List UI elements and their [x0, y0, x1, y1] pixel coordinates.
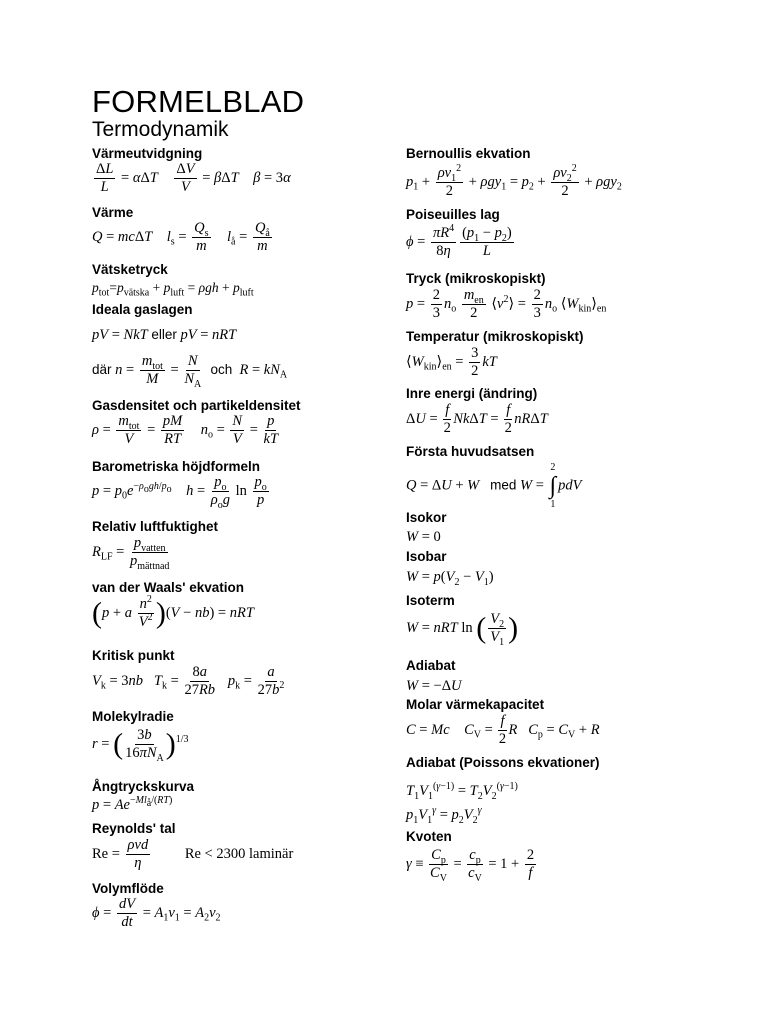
formula-poissons-1: $T_1V_1^{(\gamma-1)} = T_2V_2^{(\gamma-1)}$ — [406, 781, 518, 802]
heading-reynolds: Reynolds' tal — [92, 821, 176, 836]
heading-temperatur-mikroskopiskt: Temperatur (mikroskopiskt) — [406, 329, 584, 344]
formula-inre-energi: ΔU = $\frac{f}{2}$ NkΔT = $\frac{f}{2}$ nRΔT — [406, 402, 548, 436]
heading-varme: Värme — [92, 205, 134, 220]
heading-vatsketryck: Vätsketryck — [92, 262, 168, 277]
formula-poiseuilles: ϕ = $\frac{\pi R^4}{8\eta}$ $\frac{(p_1 - p_2)}{L}$ — [406, 223, 512, 259]
formula-angtryckskurva: $p = Ae^{-Ml_å/(RT)}$ — [92, 795, 173, 813]
heading-tryck-mikroskopiskt: Tryck (mikroskopiskt) — [406, 271, 546, 286]
text-eller: eller — [151, 327, 177, 342]
formula-ideala-gaslagen-2: där n = $\frac{m_{tot}}{M}$ = $\frac{N}{N_A}$ och $R = kN_A$ — [92, 353, 288, 390]
formula-volymflode: ϕ = $\frac{dV}{dt}$ = $A_1v_1 = A_2v_2$ — [92, 896, 221, 930]
formula-van-der-waals: (p + a $\frac{n^2}{V^2}$ )(V − nb) = nRT — [92, 594, 254, 630]
heading-varmeutvidgning: Värmeutvidgning — [92, 146, 203, 161]
heading-isoterm: Isoterm — [406, 593, 455, 608]
formula-varmeutvidgning: $\frac{\Delta L}{L}$ = αΔT $\frac{\Delta V}{V}$ = βΔT β = 3α — [96, 161, 291, 195]
heading-volymflode: Volymflöde — [92, 881, 164, 896]
heading-relativ-luftfuktighet: Relativ luftfuktighet — [92, 519, 219, 534]
heading-poissons: Adiabat (Poissons ekvationer) — [406, 755, 600, 770]
page-subtitle: Termodynamik — [92, 118, 229, 141]
formula-relativ-luftfuktighet: $R_{LF}$ = $\frac{p_{vatten}}{p_{mättnad}}$ — [92, 535, 170, 572]
formula-bernoullis: $p_1$ + $\frac{\rho v_1^2}{2}$ + $\rho gy_1 = p_2$ + $\frac{\rho v_2^2}{2}$ + ρgy$_2$ — [406, 163, 622, 199]
formula-reynolds: Re = $\frac{\text{ρvd}}{\eta}$ Re < 2300 laminär — [92, 837, 294, 871]
page-title: FORMELBLAD — [92, 84, 305, 119]
text-dar: där — [92, 361, 112, 377]
text-laminar: Re < 2300 laminär — [184, 845, 294, 862]
formula-isoterm: W = nRT ln ( $\frac{V_2}{V_1}$ ) — [406, 611, 519, 648]
formula-molekylradie: r = ( $\frac{3b}{16\pi N_A}$ )$^{1/3}$ — [92, 727, 189, 764]
formula-poissons-2: $p_1V_1^\gamma = p_2V_2^\gamma$ — [406, 805, 482, 826]
heading-ideala-gaslagen: Ideala gaslagen — [92, 302, 193, 317]
formula-isobar: $W = p(V_2 - V_1)$ — [406, 569, 494, 588]
heading-isobar: Isobar — [406, 549, 447, 564]
heading-inre-energi: Inre energi (ändring) — [406, 386, 538, 401]
heading-molekylradie: Molekylradie — [92, 709, 174, 724]
formula-temperatur-mikroskopiskt: $⟨W_{kin}⟩_{en}$ = $\frac{3}{2}$ kT — [406, 345, 497, 379]
formula-gasdensitet: ρ = $\frac{m_{tot}}{V}$ = $\frac{pM}{RT}$ $n_o$ = $\frac{N}{V}$ = $\frac{p}{kT}$ — [92, 413, 279, 447]
formula-varme: Q = mcΔT $l_s$ = $\frac{Q_s}{m}$ $l_å$ = $\frac{Q_å}{m}$ — [92, 220, 270, 254]
formula-barometriska: $p = p_0e^{-\rho_ogh/p_o}$ h = $\frac{p_o}{\rho_og}$ ln $\frac{p_o}{p}$ — [92, 474, 267, 511]
text-med: med — [490, 477, 517, 493]
heading-angtryckskurva: Ångtryckskurva — [92, 779, 195, 794]
heading-poiseuilles: Poiseuilles lag — [406, 207, 500, 222]
formula-kritisk-punkt: $V_k = 3nb$ $T_k$ = $\frac{8a}{27Rb}$ $p_k$ = $\frac{a}{27b^2}$ — [92, 664, 285, 698]
heading-forsta-huvudsatsen: Första huvudsatsen — [406, 444, 535, 459]
text-och: och — [210, 361, 233, 377]
heading-isokor: Isokor — [406, 510, 447, 525]
heading-adiabat: Adiabat — [406, 658, 456, 673]
formula-vatsketryck: $p_{tot}=p_{vätska} + p_{luft} = \rho gh + p_{luft}$ — [92, 280, 254, 299]
formula-ideala-gaslagen: pV = NkT eller pV = nRT — [92, 327, 237, 343]
heading-kvoten: Kvoten — [406, 829, 452, 844]
formula-molar-varmekapacitet: C = Mc $C_V$ = $\frac{f}{2}$ R $C_p = C_V + R$ — [406, 713, 600, 747]
formula-forsta-huvudsatsen: Q = ΔU + W med W = 2 ∫ 1 pdV — [406, 462, 582, 510]
formula-isokor: W = 0 — [406, 529, 441, 545]
heading-molar-varmekapacitet: Molar värmekapacitet — [406, 697, 545, 712]
heading-van-der-waals: van der Waals' ekvation — [92, 580, 245, 595]
heading-bernoullis: Bernoullis ekvation — [406, 146, 531, 161]
formula-adiabat: W = −ΔU — [406, 678, 462, 694]
formula-tryck-mikroskopiskt: p = $\frac{2}{3}$ $n_o$ $\frac{m_{en}}{2}$ $⟨v^2⟩$ = $\frac{2}{3}$ $n_o$ $⟨W_{kin}⟩_{en}$ — [406, 287, 607, 321]
formula-kvoten: γ ≡ $\frac{C_p}{C_V}$ = $\frac{c_p}{c_V}$ = 1 + $\frac{2}{f}$ — [406, 847, 535, 884]
heading-kritisk-punkt: Kritisk punkt — [92, 648, 175, 663]
heading-gasdensitet: Gasdensitet och partikeldensitet — [92, 398, 301, 413]
heading-barometriska: Barometriska höjdformeln — [92, 459, 261, 474]
